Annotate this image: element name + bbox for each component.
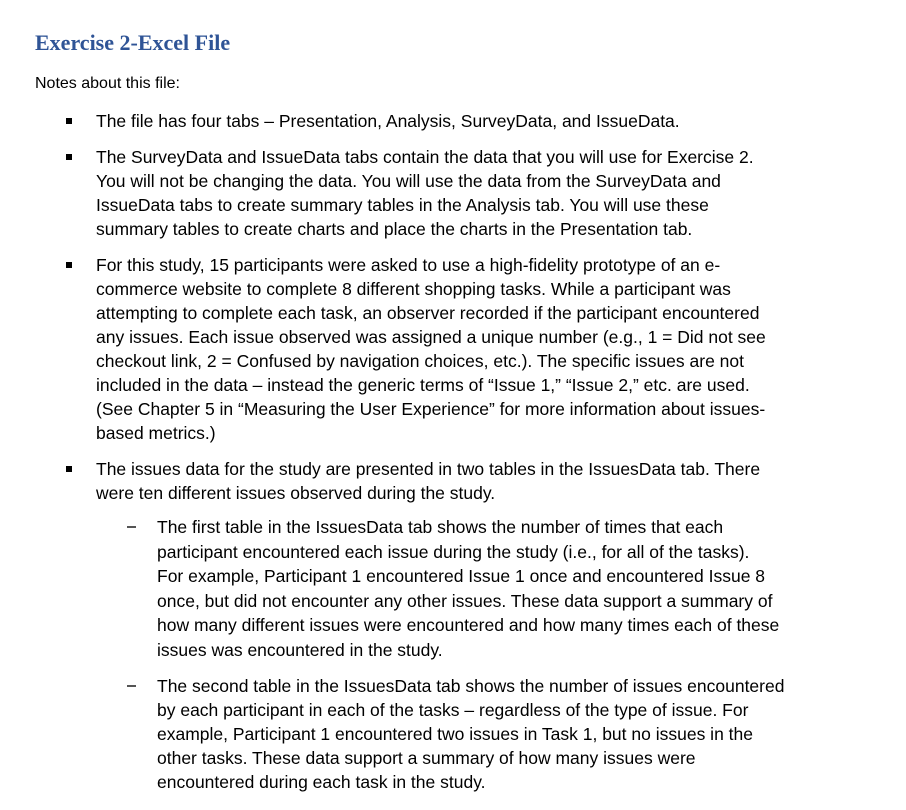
sub-bullet-1-line-3: For example, Participant 1 encountered Issue 1 once and encountered Issue 8 [157, 566, 766, 586]
sub-bullet-1-line-1: The first table in the IssuesData tab shows the number of times that each [157, 517, 724, 537]
sub-bullet-1-line-6: issues was encountered in the study. [157, 640, 443, 660]
sub-bullet-1-line-2: participant encountered each issue during the study (i.e., for all of the tasks). [157, 542, 750, 562]
bullet-3-line-4: any issues. Each issue observed was assigned a unique number (e.g., 1 = Did not see [96, 327, 766, 347]
bullet-3-line-1: For this study, 15 participants were asked to use a high-fidelity prototype of an e- [96, 255, 721, 275]
bullet-marker [66, 466, 72, 472]
bullet-3-line-3: attempting to complete each task, an observer recorded if the participant encountered [96, 303, 760, 323]
dash-marker [127, 685, 136, 687]
bullet-marker [66, 154, 72, 160]
sub-bullet-2-line-3: example, Participant 1 encountered two issues in Task 1, but no issues in the [157, 724, 753, 744]
bullet-3-line-6: included in the data – instead the generic terms of “Issue 1,” “Issue 2,” etc. are used. [96, 375, 750, 395]
bullet-1-line-1: The file has four tabs – Presentation, Analysis, SurveyData, and IssueData. [96, 111, 680, 131]
document-title: Exercise 2-Excel File [35, 30, 231, 55]
bullet-4-line-1: The issues data for the study are presented in two tables in the IssuesData tab. There [96, 459, 761, 479]
sub-bullet-2-line-4: other tasks. These data support a summary of how many issues were [157, 748, 696, 768]
bullet-2-line-4: summary tables to create charts and place the charts in the Presentation tab. [96, 219, 693, 239]
bullet-2-line-3: IssueData tabs to create summary tables in the Analysis tab. You will use these [96, 195, 709, 215]
bullet-marker [66, 262, 72, 268]
bullet-3-line-5: checkout link, 2 = Confused by navigation choices, etc.). The specific issues are not [96, 351, 745, 371]
bullet-3-line-7: (See Chapter 5 in “Measuring the User Experience” for more information about issues- [96, 399, 766, 419]
sub-bullet-1-line-4: once, but did not encounter any other issues. These data support a summary of [157, 591, 773, 611]
sub-bullet-2-line-5: encountered during each task in the study. [157, 772, 486, 792]
sub-bullet-2-line-2: by each participant in each of the tasks – regardless of the type of issue. For [157, 700, 749, 720]
notes-label: Notes about this file: [35, 75, 180, 92]
bullet-marker [66, 118, 72, 124]
bullet-4-line-2: were ten different issues observed during the study. [96, 483, 496, 503]
bullet-2-line-2: You will not be changing the data. You will use the data from the SurveyData and [96, 171, 721, 191]
bullet-3-line-2: commerce website to complete 8 different shopping tasks. While a participant was [96, 279, 731, 299]
bullet-2-line-1: The SurveyData and IssueData tabs contain the data that you will use for Exercise 2. [96, 147, 754, 167]
sub-bullet-2-line-1: The second table in the IssuesData tab shows the number of issues encountered [157, 676, 785, 696]
dash-marker [127, 526, 136, 528]
sub-bullet-1-line-5: how many different issues were encountered and how many times each of these [157, 615, 780, 635]
bullet-3-line-8: based metrics.) [96, 423, 216, 443]
